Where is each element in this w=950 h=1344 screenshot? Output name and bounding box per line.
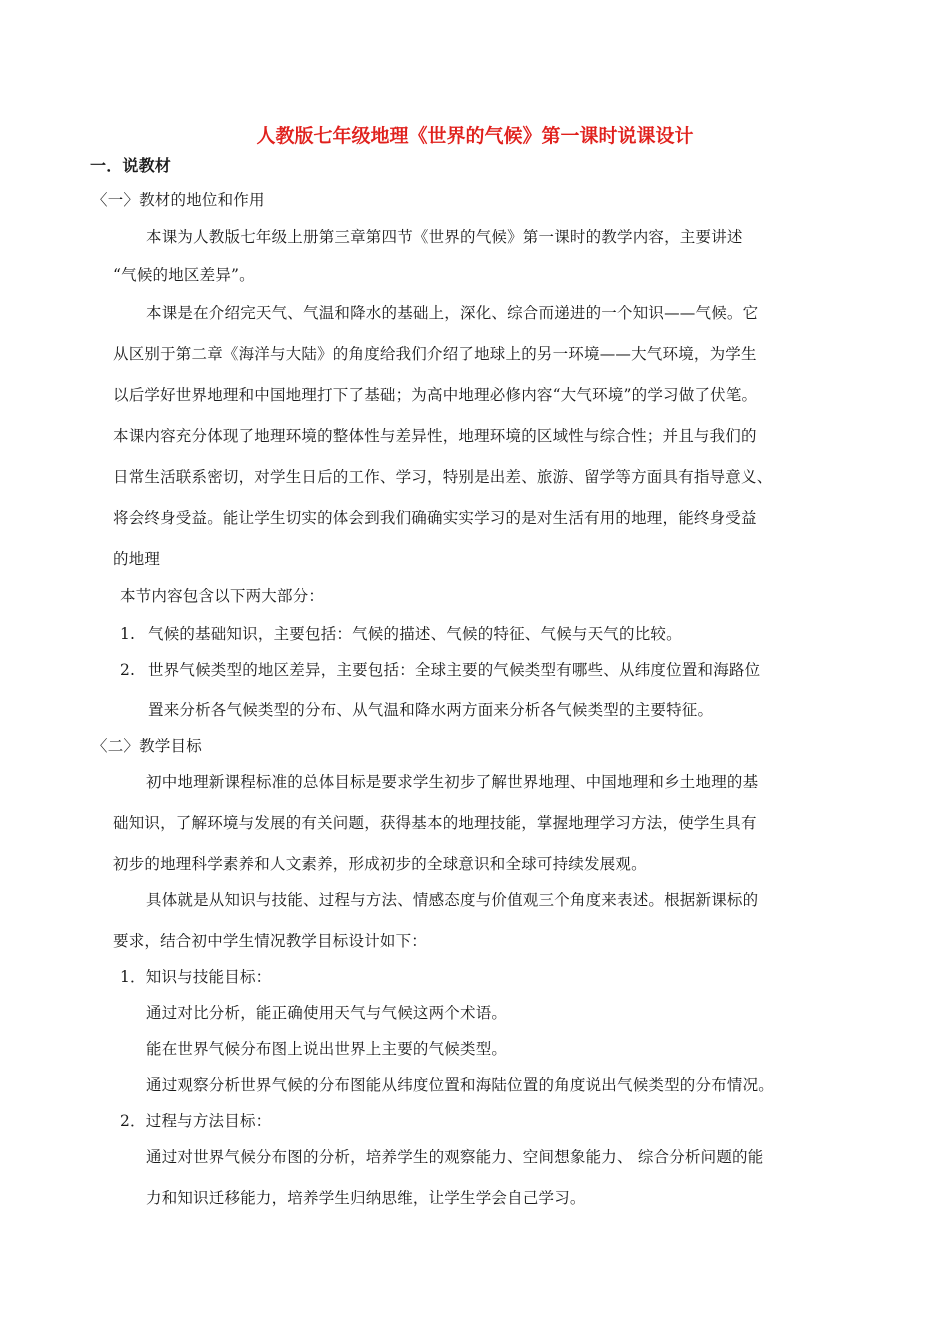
goal-heading: 1．知识与技能目标：: [120, 968, 272, 986]
paragraph-line: 初步的地理科学素养和人文素养，形成初步的全球意识和全球可持续发展观。: [113, 855, 647, 873]
section-heading: 一．说教材: [90, 156, 172, 175]
document-title: 人教版七年级地理《世界的气候》第一课时说课设计: [256, 125, 694, 147]
goal-item: 通过对世界气候分布图的分析，培养学生的观察能力、空间想象能力、 综合分析问题的能: [146, 1148, 764, 1166]
paragraph-line: 初中地理新课程标准的总体目标是要求学生初步了解世界地理、中国地理和乡土地理的基: [146, 773, 759, 791]
paragraph-line: 日常生活联系密切，对学生日后的工作、学习，特别是出差、旅游、留学等方面具有指导意义、: [113, 468, 773, 486]
paragraph-line: “气候的地区差异”。: [113, 266, 255, 284]
list-number: 1.: [120, 625, 136, 643]
paragraph-line: 从区别于第二章《海洋与大陆》的角度给我们介绍了地球上的另一环境——大气环境，为学生: [113, 345, 757, 363]
paragraph-line: 的地理: [113, 550, 161, 568]
paragraph-line: 具体就是从知识与技能、过程与方法、情感态度与价值观三个角度来表述。根据新课标的: [146, 891, 759, 909]
list-item: 气候的基础知识，主要包括：气候的描述、气候的特征、气候与天气的比较。: [148, 625, 682, 643]
paragraph-line: 础知识，了解环境与发展的有关问题，获得基本的地理技能，掌握地理学习方法，使学生具有: [113, 814, 757, 832]
list-item: 置来分析各气候类型的分布、从气温和降水两方面来分析各气候类型的主要特征。: [148, 701, 714, 719]
subsection-heading: 〈一〉教材的地位和作用: [92, 191, 265, 209]
paragraph-line: 本课为人教版七年级上册第三章第四节《世界的气候》第一课时的教学内容，主要讲述: [146, 228, 743, 246]
goal-heading: 2．过程与方法目标：: [120, 1112, 272, 1130]
paragraph-line: 要求，结合初中学生情况教学目标设计如下：: [113, 932, 428, 950]
goal-item: 通过对比分析，能正确使用天气与气候这两个术语。: [146, 1004, 508, 1022]
paragraph-line: 本节内容包含以下两大部分：: [120, 587, 325, 605]
goal-item: 力和知识迁移能力，培养学生归纳思维，让学生学会自己学习。: [146, 1189, 586, 1207]
list-item: 世界气候类型的地区差异，主要包括：全球主要的气候类型有哪些、从纬度位置和海路位: [148, 661, 761, 679]
subsection-heading: 〈二〉教学目标: [92, 737, 202, 755]
paragraph-line: 本课是在介绍完天气、气温和降水的基础上，深化、综合而递进的一个知识——气候。它: [146, 304, 759, 322]
paragraph-line: 将会终身受益。能让学生切实的体会到我们确确实实学习的是对生活有用的地理，能终身受益: [113, 509, 757, 527]
goal-item: 能在世界气候分布图上说出世界上主要的气候类型。: [146, 1040, 508, 1058]
list-number: 2.: [120, 661, 136, 679]
paragraph-line: 本课内容充分体现了地理环境的整体性与差异性，地理环境的区域性与综合性；并且与我们的: [113, 427, 757, 445]
paragraph-line: 以后学好世界地理和中国地理打下了基础；为高中地理必修内容“大气环境”的学习做了伏笔。: [113, 386, 758, 404]
goal-item: 通过观察分析世界气候的分布图能从纬度位置和海陆位置的角度说出气候类型的分布情况。: [146, 1076, 775, 1094]
